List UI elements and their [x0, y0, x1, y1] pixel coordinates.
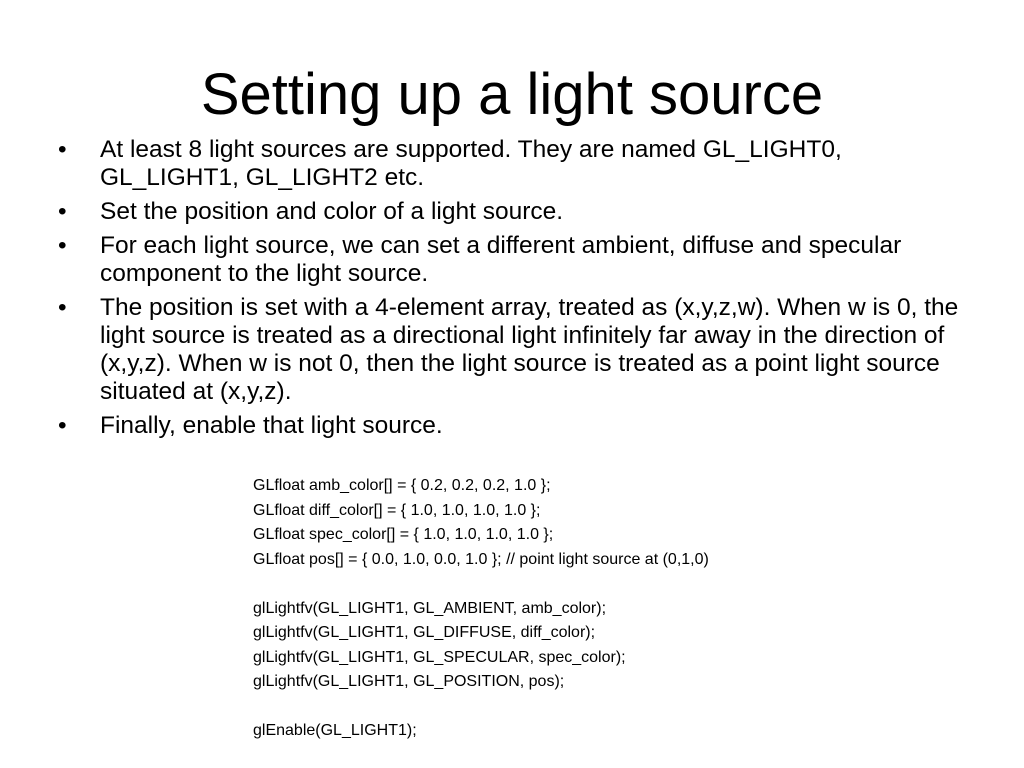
bullet-text: The position is set with a 4-element array, treated as (x,y,z,w). When w is 0, the light source is treated as a directional light infinitely far away in the direction of (x,y,z). When w is not 0, then the light source is treated as a point light source situated at (x,y,z).	[100, 294, 959, 405]
bullet-item	[58, 294, 978, 406]
bullet-list	[58, 136, 978, 446]
bullet-text: Finally, enable that light source.	[100, 412, 443, 439]
bullet-dot-icon: •	[58, 198, 67, 225]
bullet-text: Set the position and color of a light source.	[100, 198, 564, 225]
bullet-dot-icon: •	[58, 232, 67, 259]
code-line: GLfloat spec_color[] = { 1.0, 1.0, 1.0, 1.0 };	[253, 526, 554, 543]
code-line-blank	[253, 572, 973, 597]
bullet-item	[58, 136, 978, 192]
code-line: glLightfv(GL_LIGHT1, GL_DIFFUSE, diff_color);	[253, 624, 596, 641]
code-line-blank	[253, 695, 973, 720]
code-line: glLightfv(GL_LIGHT1, GL_SPECULAR, spec_color);	[253, 648, 626, 666]
code-line: glEnable(GL_LIGHT1);	[253, 722, 417, 739]
code-snippet	[253, 474, 973, 744]
bullet-item	[58, 198, 978, 226]
bullet-text: At least 8 light sources are supported. They are named GL_LIGHT0, GL_LIGHT1, GL_LIGHT2 etc.	[100, 136, 842, 191]
bullet-dot-icon: •	[58, 412, 67, 439]
code-line: GLfloat diff_color[] = { 1.0, 1.0, 1.0, 1.0 };	[253, 501, 541, 519]
code-line: GLfloat pos[] = { 0.0, 1.0, 0.0, 1.0 }; // point light source at (0,1,0)	[253, 550, 709, 568]
bullet-item	[58, 412, 978, 440]
code-line: glLightfv(GL_LIGHT1, GL_AMBIENT, amb_color);	[253, 599, 607, 617]
slide-title: Setting up a light source	[200, 62, 824, 127]
bullet-item	[58, 232, 978, 288]
bullet-dot-icon: •	[58, 136, 67, 163]
bullet-dot-icon: •	[58, 294, 67, 321]
code-line: GLfloat amb_color[] = { 0.2, 0.2, 0.2, 1.0 };	[253, 477, 551, 494]
code-line: glLightfv(GL_LIGHT1, GL_POSITION, pos);	[253, 673, 565, 690]
bullet-text: For each light source, we can set a different ambient, diffuse and specular component to the light source.	[100, 232, 902, 287]
